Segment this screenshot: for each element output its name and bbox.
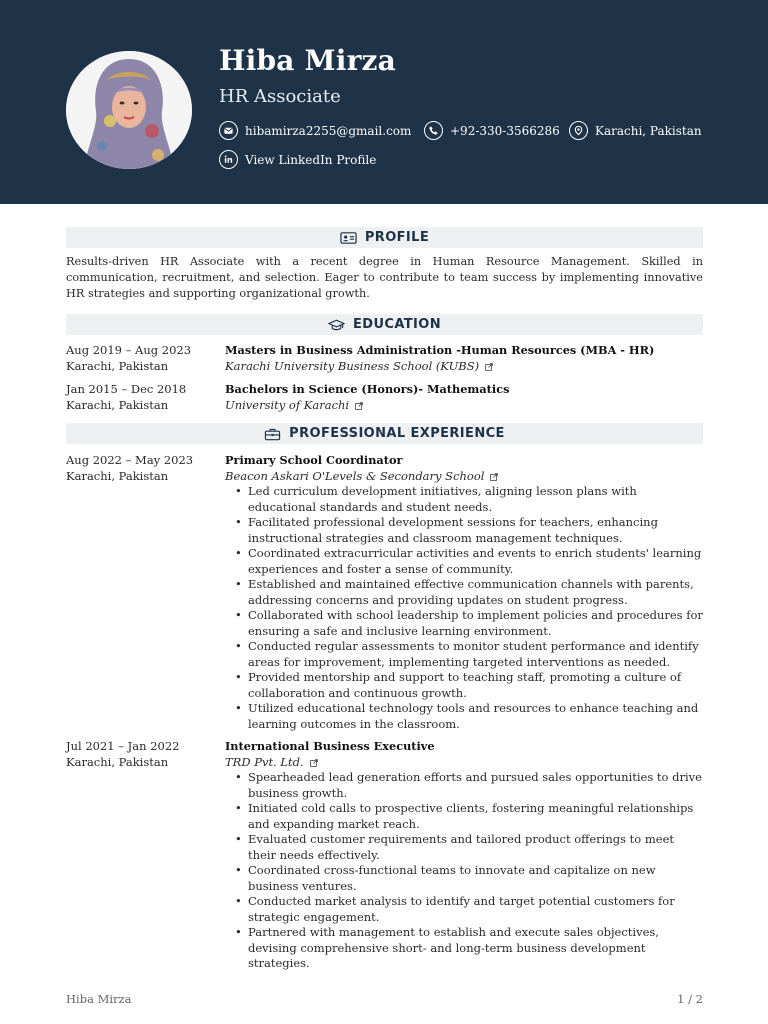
profile-heading-text: PROFILE xyxy=(364,230,430,245)
resume-header xyxy=(0,0,768,204)
education-location: Karachi, Pakistan xyxy=(66,359,169,373)
envelope-icon xyxy=(219,121,238,140)
job-title: International Business Executive xyxy=(225,739,435,753)
education-section-heading xyxy=(66,314,703,335)
education-location: Karachi, Pakistan xyxy=(66,398,169,412)
job-bullets xyxy=(225,484,703,732)
school-name[interactable]: Karachi University Business School (KUBS) xyxy=(225,359,480,373)
id-card-icon xyxy=(340,231,357,245)
education-entry-1-meta xyxy=(66,342,191,374)
job-bullets xyxy=(225,770,703,972)
candidate-name: Hiba Mirza xyxy=(219,44,396,77)
experience-entry-1-meta xyxy=(66,452,193,484)
phone-contact[interactable] xyxy=(424,121,560,140)
school-link[interactable] xyxy=(225,358,703,374)
job-dates: Jul 2021 – Jan 2022 xyxy=(66,739,180,753)
company-link[interactable] xyxy=(225,754,703,770)
bullet-item: • Led curriculum development initiatives, aligning lesson plans with educational standards and student needs. xyxy=(225,484,703,515)
page-number: 1 / 2 xyxy=(677,992,703,1006)
email-contact[interactable] xyxy=(219,121,411,140)
graduation-cap-icon xyxy=(328,318,345,332)
external-link-icon xyxy=(490,473,498,481)
location-contact xyxy=(569,121,702,140)
company-name[interactable]: TRD Pvt. Ltd. xyxy=(225,755,304,769)
linkedin-contact[interactable] xyxy=(219,150,376,169)
linkedin-icon xyxy=(219,150,238,169)
footer-name: Hiba Mirza xyxy=(66,992,132,1006)
experience-entry-1 xyxy=(225,452,703,732)
education-dates: Aug 2019 – Aug 2023 xyxy=(66,343,192,357)
bullet-item: • Partnered with management to establish and execute sales objectives, devising comprehensive short- and long-term business development strategies. xyxy=(225,925,703,972)
experience-entry-2-meta xyxy=(66,738,179,770)
job-location: Karachi, Pakistan xyxy=(66,755,169,769)
job-dates: Aug 2022 – May 2023 xyxy=(66,453,194,467)
phone-text[interactable]: +92-330-3566286 xyxy=(450,123,560,138)
email-text[interactable]: hibamirza2255@gmail.com xyxy=(245,123,412,138)
school-name[interactable]: University of Karachi xyxy=(225,398,350,412)
experience-section-heading xyxy=(66,423,703,444)
bullet-item: • Utilized educational technology tools and resources to enhance teaching and learning outcomes in the classroom. xyxy=(225,701,703,732)
bullet-item: • Coordinated cross-functional teams to innovate and capitalize on new business ventures. xyxy=(225,863,703,894)
profile-summary: Results-driven HR Associate with a recent degree in Human Resource Management. Skilled in communication, recruitment, and selection. Eager to contribute to team success by implementing innovative HR strategies and supporting organizational growth. xyxy=(66,255,703,300)
job-location: Karachi, Pakistan xyxy=(66,469,169,483)
education-entry-1 xyxy=(225,342,703,374)
job-title: Primary School Coordinator xyxy=(225,453,403,467)
bullet-item: • Collaborated with school leadership to implement policies and procedures for ensuring a safe and inclusive learning environment. xyxy=(225,608,703,639)
education-entry-2-meta xyxy=(66,381,186,413)
profile-photo xyxy=(66,51,192,169)
profile-section-heading xyxy=(66,227,703,248)
bullet-item: • Spearheaded lead generation efforts and pursued sales opportunities to drive business growth. xyxy=(225,770,703,801)
experience-heading-text: PROFESSIONAL EXPERIENCE xyxy=(289,426,505,441)
location-text: Karachi, Pakistan xyxy=(595,123,702,138)
bullet-item: • Conducted market analysis to identify and target potential customers for strategic engagement. xyxy=(225,894,703,925)
briefcase-icon xyxy=(264,427,281,441)
company-name[interactable]: Beacon Askari O'Levels & Secondary School xyxy=(225,469,485,483)
linkedin-link[interactable]: View LinkedIn Profile xyxy=(245,152,377,167)
external-link-icon xyxy=(485,363,493,371)
experience-entry-2 xyxy=(225,738,703,972)
bullet-item: • Initiated cold calls to prospective clients, fostering meaningful relationships and expanding market reach. xyxy=(225,801,703,832)
external-link-icon xyxy=(355,402,363,410)
education-dates: Jan 2015 – Dec 2018 xyxy=(66,382,187,396)
bullet-item: • Conducted regular assessments to monitor student performance and identify areas for improvement, implementing targeted interventions as needed. xyxy=(225,639,703,670)
degree-title: Masters in Business Administration -Human Resources (MBA - HR) xyxy=(225,343,655,357)
school-link[interactable] xyxy=(225,397,703,413)
bullet-item: • Facilitated professional development sessions for teachers, enhancing instructional strategies and classroom management techniques. xyxy=(225,515,703,546)
external-link-icon xyxy=(310,759,318,767)
bullet-item: • Provided mentorship and support to teaching staff, promoting a culture of collaboration and continuous growth. xyxy=(225,670,703,701)
bullet-item: • Established and maintained effective communication channels with parents, addressing concerns and providing updates on student progress. xyxy=(225,577,703,608)
map-pin-icon xyxy=(569,121,588,140)
bullet-item: • Evaluated customer requirements and tailored product offerings to meet their needs effectively. xyxy=(225,832,703,863)
education-entry-2 xyxy=(225,381,703,413)
bullet-item: • Coordinated extracurricular activities and events to enrich students' learning experiences and foster a sense of community. xyxy=(225,546,703,577)
candidate-role: HR Associate xyxy=(219,86,341,107)
company-link[interactable] xyxy=(225,468,703,484)
degree-title: Bachelors in Science (Honors)- Mathematics xyxy=(225,382,510,396)
phone-icon xyxy=(424,121,443,140)
education-heading-text: EDUCATION xyxy=(352,317,442,332)
